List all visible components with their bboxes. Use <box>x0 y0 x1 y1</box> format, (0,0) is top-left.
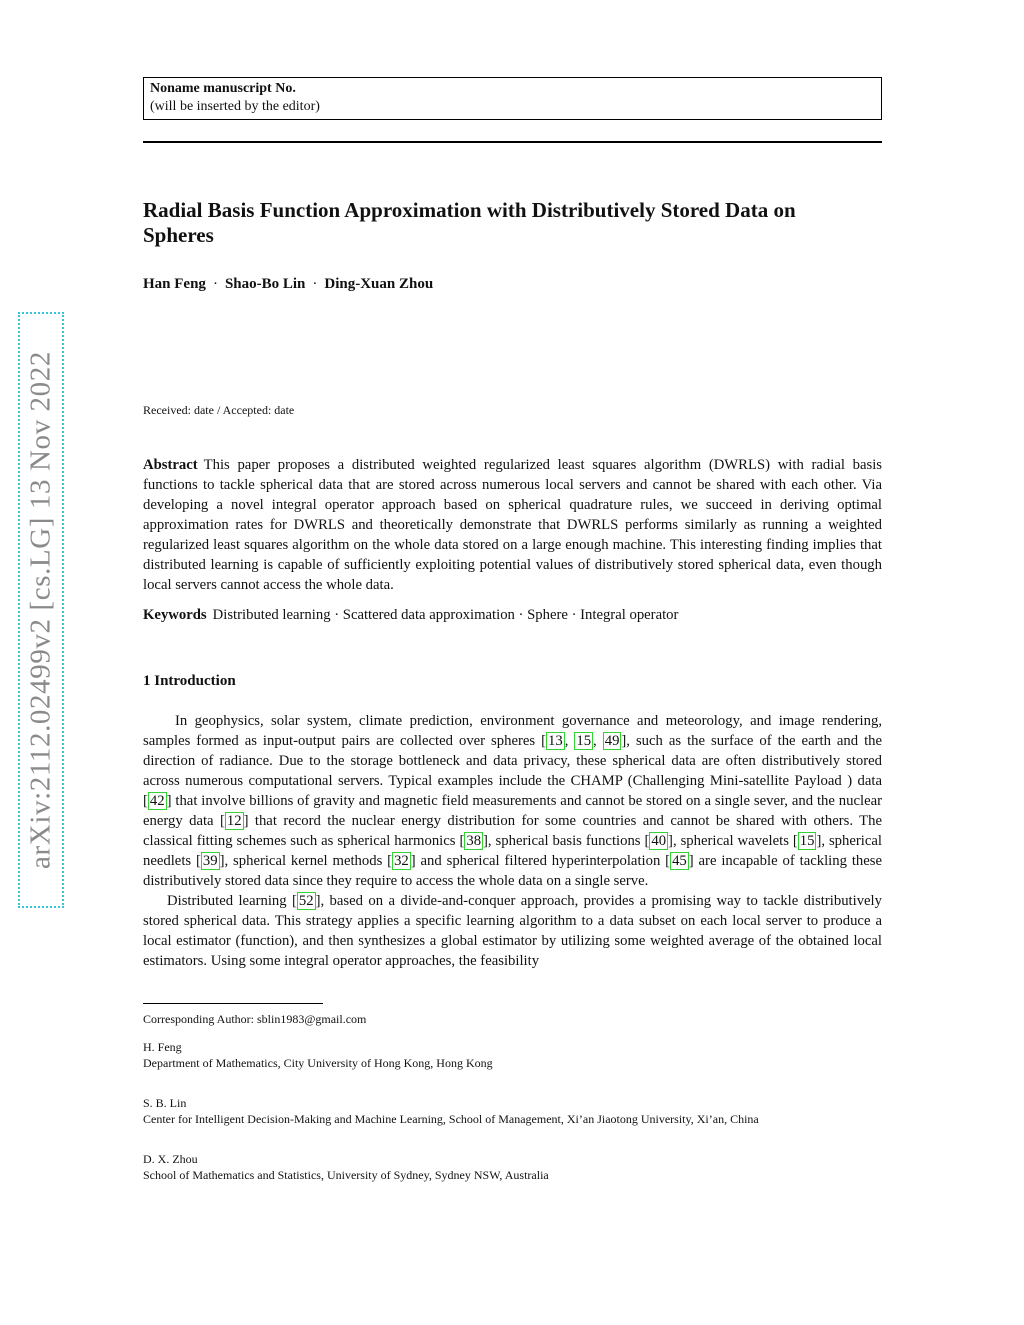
text-run: ], spherical kernel methods [ <box>219 853 393 869</box>
citation-link[interactable]: 49 <box>604 733 620 749</box>
citation-link[interactable]: 13 <box>548 733 563 749</box>
text-run: ] that involve billions of gravity and magnetic field measurements and cannot be stored on a single sever, and the nuclear energy data [ <box>143 793 882 829</box>
corresponding-author-footnote: Corresponding Author: sblin1983@gmail.com <box>143 1012 367 1026</box>
received-date: Received: date / Accepted: date <box>143 403 295 417</box>
text-run: ], spherical needlets [ <box>143 833 882 869</box>
affiliation-department: School of Mathematics and Statistics, University of Sydney, Sydney NSW, Australia <box>143 1168 549 1182</box>
citation-link[interactable]: 38 <box>466 833 482 849</box>
keywords-text: Distributed learning · Scattered data approximation · Sphere · Integral operator <box>212 607 679 623</box>
affiliation-block <box>143 1039 493 1071</box>
citation-link[interactable]: 42 <box>149 793 165 809</box>
affiliation-name: D. X. Zhou <box>143 1152 198 1166</box>
citation-link[interactable]: 52 <box>298 893 314 909</box>
citation-link[interactable]: 45 <box>672 853 687 869</box>
affiliation-department: Department of Mathematics, City University of Hong Kong, Hong Kong <box>143 1056 493 1070</box>
affiliation-name: H. Feng <box>143 1040 182 1054</box>
abstract-label: Abstract <box>143 457 198 473</box>
manuscript-number: Noname manuscript No. <box>150 81 296 96</box>
author-name: Han Feng <box>143 276 206 292</box>
citation-link[interactable]: 40 <box>651 833 667 849</box>
citation-link[interactable]: 39 <box>202 853 218 869</box>
author-name: Ding-Xuan Zhou <box>324 276 434 292</box>
arxiv-stamp <box>18 312 64 908</box>
manuscript-header-box <box>143 77 882 120</box>
keywords <box>143 607 678 624</box>
author-separator: · <box>312 276 318 292</box>
text-run: In geophysics, solar system, climate prediction, environment governance and meteorology, and image rendering, samples formed as input-output pairs are collected over spheres [ <box>143 713 882 749</box>
text-run: ], such as the surface of the earth and the direction of radiance. Due to the storage bottleneck and data privacy, these spherical data are often distributively stored across numerous computational servers. Typical examples include the CHAMP (Challenging Mini-satellite Payload ) data [ <box>143 733 883 809</box>
text-run: ] are incapable of tackling these distributively stored data since they require to access the whole data on a single serve. <box>143 853 882 889</box>
author-separator: · <box>212 276 218 292</box>
citation-link[interactable]: 32 <box>394 853 409 869</box>
text-run: , <box>593 733 603 749</box>
arxiv-stamp-text: arXiv:2112.02499v2 [cs.LG] 13 Nov 2022 <box>24 351 57 869</box>
header-rule <box>143 141 882 143</box>
section-heading: 1 Introduction <box>143 673 236 689</box>
text-run: Distributed learning [ <box>167 893 297 909</box>
text-run: ] that record the nuclear energy distribution for some countries and cannot be shared with others. The classical fitting schemes such as spherical harmonics [ <box>143 813 882 849</box>
intro-paragraph <box>143 891 882 971</box>
affiliation-block <box>143 1095 759 1127</box>
author-name: Shao-Bo Lin <box>224 276 306 292</box>
editor-note: (will be inserted by the editor) <box>150 99 320 114</box>
citation-link[interactable]: 12 <box>226 813 242 829</box>
footnote-rule <box>143 1003 323 1004</box>
abstract-text: This paper proposes a distributed weighted regularized least squares algorithm (DWRLS) with radial basis functions to tackle spherical data that are stored across numerous local servers and cannot be shared with each other. Via developing a novel integral operator approach based on spherical quadrature rules, we succeed in deriving optimal approximation rates for DWRLS and theoretically demonstrate that DWRLS performs similarly as running a weighted regularized least squares algorithm on the whole data stored on a large enough machine. This interesting finding implies that distributed learning is capable of sufficiently exploiting potential values of distributively stored spherical data, even though local servers cannot access the whole data. <box>143 457 882 593</box>
citation-link[interactable]: 15 <box>799 833 815 849</box>
paper-title: Radial Basis Function Approximation with Distributively Stored Data on Spheres <box>143 198 796 247</box>
keywords-label: Keywords <box>143 607 207 623</box>
affiliation-department: Center for Intelligent Decision-Making and Machine Learning, School of Management, Xi’an Jiaotong University, Xi’an, China <box>143 1112 759 1126</box>
affiliation-name: S. B. Lin <box>143 1096 187 1110</box>
text-run: ], spherical wavelets [ <box>668 833 798 849</box>
text-run: ] and spherical filtered hyperinterpolation [ <box>410 853 671 869</box>
intro-paragraph <box>143 711 882 891</box>
text-run: ], spherical basis functions [ <box>483 833 650 849</box>
affiliation-block <box>143 1151 549 1183</box>
text-run: ], based on a divide-and-conquer approach, provides a promising way to tackle distributively stored spherical data. This strategy applies a specific learning algorithm to a data subset on each local server to produce a local estimator (function), and then synthesizes a global estimator by utilizing some weighted average of the obtained local estimators. Using some integral operator approaches, the feasibility <box>143 893 882 969</box>
introduction-body <box>143 711 882 971</box>
abstract <box>143 455 882 595</box>
text-run: , <box>564 733 575 749</box>
author-list <box>143 276 433 293</box>
citation-link[interactable]: 15 <box>576 733 592 749</box>
